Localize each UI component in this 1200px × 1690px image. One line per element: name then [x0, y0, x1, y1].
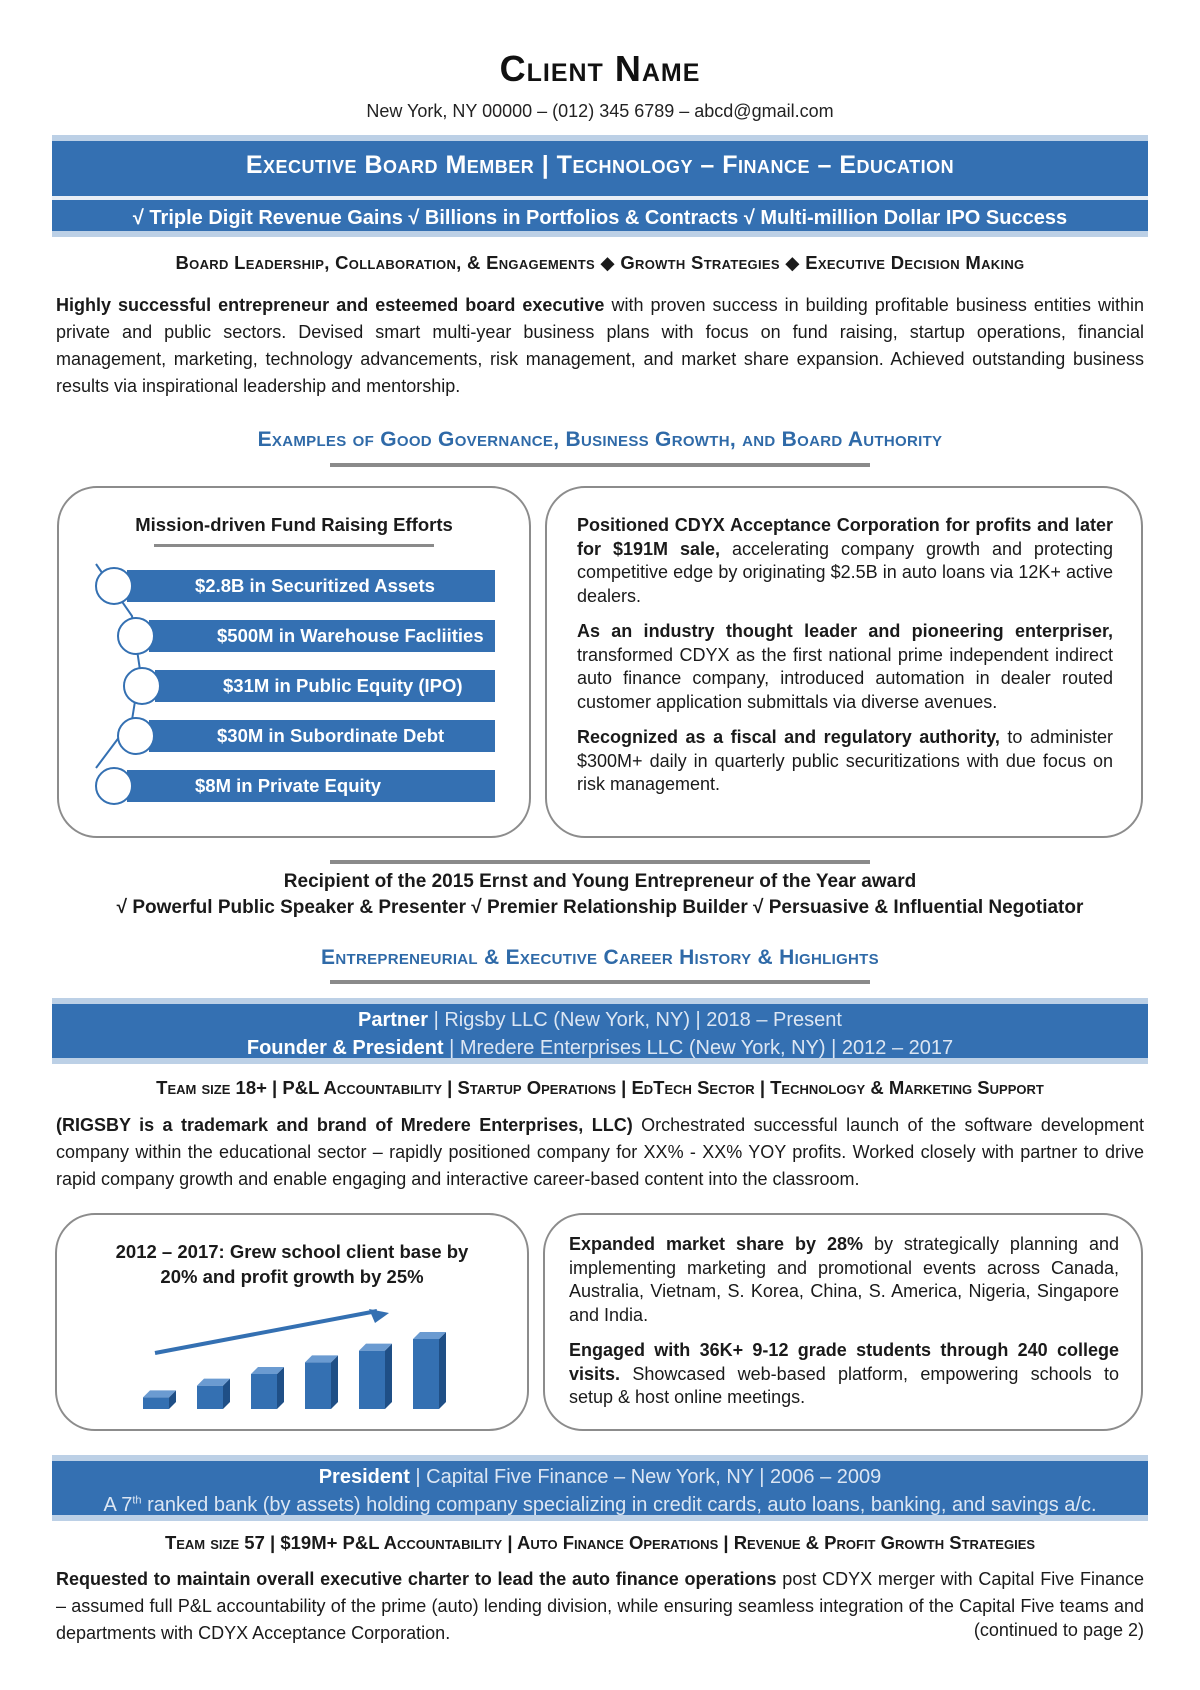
keyword-line: Board Leadership, Collaboration, & Engagements ◆ Growth Strategies ◆ Executive Decision Making	[175, 252, 1025, 273]
growth-point: Expanded market share by 28% by strategically planning and implementing marketing and promotional events across Canada, Australia, Vietnam, S. Korea, China, S. America, Nigeria, Singapore and India.	[569, 1234, 1119, 1325]
career-rule	[330, 980, 870, 984]
banner-divider	[52, 196, 1148, 200]
capital-five-team-line: Team size 57 | $19M+ P&L Accountability | Auto Finance Operations | Revenue & Profit Growth Strategies	[164, 1532, 1036, 1553]
summary-lead: Highly successful entrepreneur and esteemed board executive	[56, 295, 605, 315]
role-line-partner: Partner | Rigsby LLC (New York, NY) | 2018 – Present	[358, 1009, 842, 1031]
role-banner-rigsby	[52, 998, 1148, 1064]
trend-arrow-head	[369, 1309, 389, 1323]
fund-item: $2.8B in Securitized Assets	[127, 570, 495, 602]
growth-bar-chart	[137, 1307, 457, 1417]
chart-bar	[251, 1367, 284, 1409]
fund-item-circle	[117, 617, 155, 655]
growth-chart-box	[55, 1213, 529, 1431]
governance-rule	[330, 463, 870, 467]
fund-item: $31M in Public Equity (IPO)	[155, 670, 495, 702]
fund-raising-box	[57, 486, 531, 838]
summary-paragraph	[56, 292, 1144, 400]
governance-point: As an industry thought leader and pioneering enterpriser, transformed CDYX as the first national prime independent indirect auto finance company, introduced automation in dealer routed customer application submittals via diverse avenues.	[577, 621, 1113, 712]
capital-five-description: Requested to maintain overall executive charter to lead the auto finance operations post CDYX merger with Capital Five Finance – assumed full P&L accountability of the prime (auto) lending division, while ensuring seamless integration of the Capital Five teams and departments with CDYX Acceptance Corporation.	[56, 1569, 1144, 1643]
growth-points	[569, 1233, 1119, 1422]
career-title: Entrepreneurial & Executive Career History & Highlights	[321, 946, 879, 969]
chart-bar	[359, 1344, 392, 1409]
growth-points-box	[543, 1213, 1143, 1431]
headline-title: Executive Board Member | Technology – Finance – Education	[245, 151, 955, 179]
continued-note: (continued to page 2)	[966, 1620, 1144, 1641]
fund-title-rule	[154, 544, 434, 547]
growth-point: Engaged with 36K+ 9-12 grade students through 240 college visits. Showcased web-based platform, empowering schools to setup & host online meetings.	[569, 1340, 1119, 1407]
fund-item: $500M in Warehouse Facliities	[149, 620, 495, 652]
governance-point: Recognized as a fiscal and regulatory authority, to administer $300M+ daily in quarterly public securitizations with due focus on risk management.	[577, 727, 1113, 794]
governance-title: Examples of Good Governance, Business Growth, and Board Authority	[257, 428, 943, 451]
award-line: Recipient of the 2015 Ernst and Young Entrepreneur of the Year award	[283, 871, 917, 892]
role-banner-capital-five	[52, 1455, 1148, 1521]
client-name: Client Name	[499, 48, 701, 89]
growth-title: 2012 – 2017: Grew school client base by 20% and profit growth by 25%	[115, 1241, 469, 1287]
fund-title: Mission-driven Fund Raising Efforts	[135, 514, 453, 535]
headline-highlights: √ Triple Digit Revenue Gains √ Billions in Portfolios & Contracts √ Multi-million Dollar IPO Success	[132, 207, 1068, 229]
governance-point: Positioned CDYX Acceptance Corporation for profits and later for $191M sale, accelerating company growth and protecting competitive edge by originating $2.5B in auto loans via 12K+ active dealers.	[577, 515, 1113, 606]
chart-bar	[197, 1379, 230, 1409]
fund-item-circle	[95, 767, 133, 805]
rigsby-team-line: Team size 18+ | P&L Accountability | Startup Operations | EdTech Sector | Technology & Marketing Support	[156, 1077, 1044, 1098]
fund-item-circle	[95, 567, 133, 605]
governance-points	[577, 514, 1113, 809]
fund-item: $8M in Private Equity	[127, 770, 495, 802]
awards-rule	[330, 860, 870, 864]
strengths-line: √ Powerful Public Speaker & Presenter √ Premier Relationship Builder √ Persuasive & Influential Negotiator	[116, 897, 1084, 918]
fund-item: $30M in Subordinate Debt	[149, 720, 495, 752]
contact-line: New York, NY 00000 – (012) 345 6789 – abcd@gmail.com	[366, 101, 834, 121]
trend-arrow-line	[155, 1311, 377, 1353]
summary-rest: with proven success in building profitable business entities within private and public sectors. Devised smart multi-year business plans with focus on fund raising, startup operations, financial management, marketing, technology advancements, risk management, and market share expansion. Achieved outstanding business results via inspirational leadership and mentorship.	[56, 295, 1144, 396]
governance-points-box	[545, 486, 1143, 838]
rigsby-description: (RIGSBY is a trademark and brand of Mredere Enterprises, LLC) Orchestrated successful launch of the software development company within the educational sector – rapidly positioned company for XX% - XX% YOY profits. Worked closely with partner to drive rapid company growth and enable engaging and interactive career-based content into the classroom.	[56, 1115, 1144, 1189]
role-line-president: President | Capital Five Finance – New York, NY | 2006 – 2009	[318, 1466, 882, 1488]
chart-bar	[143, 1390, 176, 1409]
fund-item-circle	[123, 667, 161, 705]
fund-item-circle	[117, 717, 155, 755]
headline-banner	[52, 135, 1148, 237]
chart-bar	[413, 1332, 446, 1409]
company-tagline: A 7th ranked bank (by assets) holding company specializing in credit cards, auto loans, banking, and savings a/c.	[103, 1494, 1097, 1516]
role-line-founder: Founder & President | Mredere Enterprises LLC (New York, NY) | 2012 – 2017	[246, 1037, 954, 1059]
chart-bar	[305, 1355, 338, 1409]
